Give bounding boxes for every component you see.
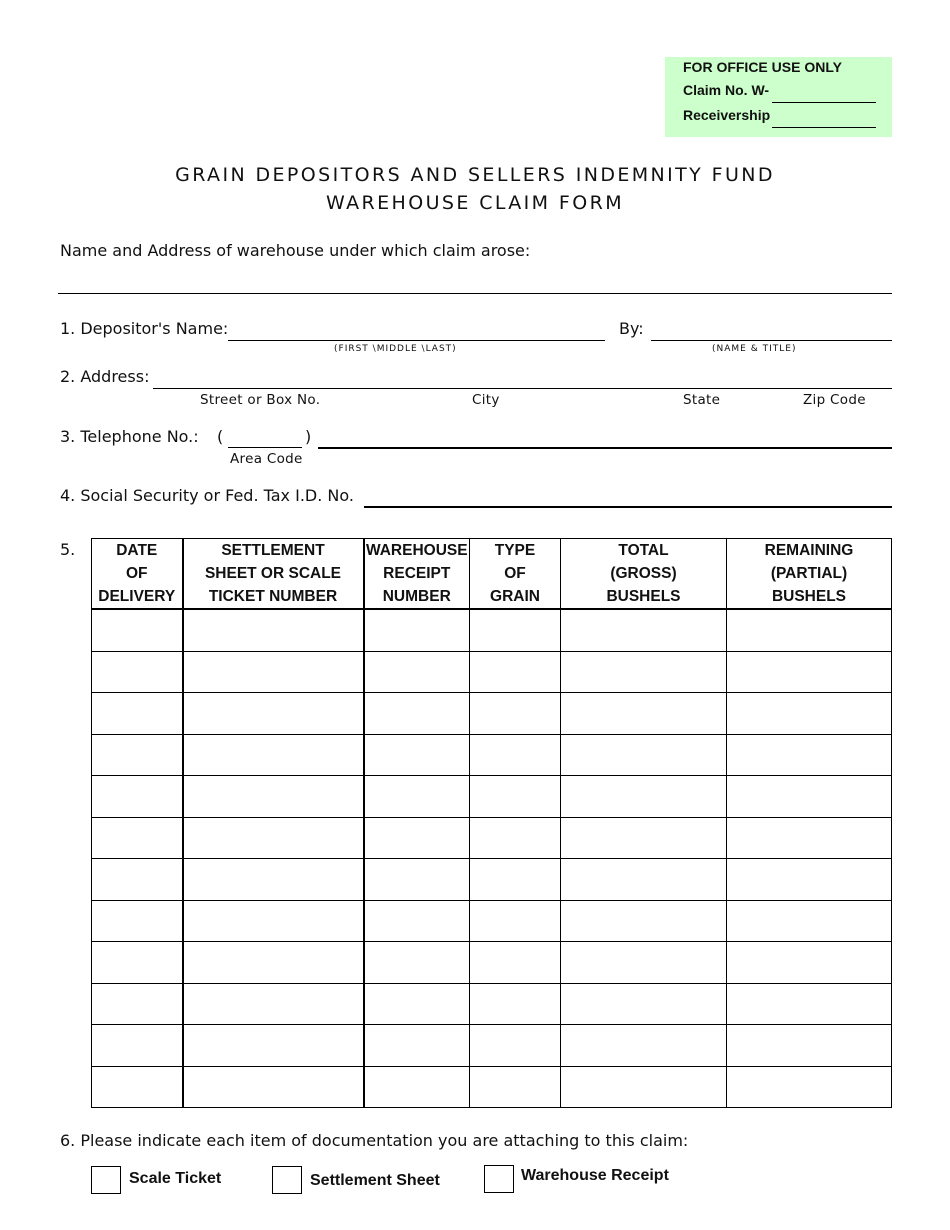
col-header-remaining: REMAINING (PARTIAL) BUSHELS xyxy=(727,539,892,610)
table-cell[interactable] xyxy=(364,734,470,776)
form-subtitle: WAREHOUSE CLAIM FORM xyxy=(325,192,624,214)
address-field[interactable] xyxy=(153,388,892,389)
table-cell[interactable] xyxy=(92,817,183,859)
table-row xyxy=(92,859,892,901)
table-cell[interactable] xyxy=(92,900,183,942)
table-cell[interactable] xyxy=(183,1066,364,1108)
table-cell[interactable] xyxy=(92,776,183,818)
table-cell[interactable] xyxy=(364,942,470,984)
table-cell[interactable] xyxy=(183,942,364,984)
table-row xyxy=(92,609,892,651)
table-cell[interactable] xyxy=(92,983,183,1025)
claim-no-field[interactable] xyxy=(772,102,876,103)
table-cell[interactable] xyxy=(470,776,561,818)
table-cell[interactable] xyxy=(727,693,892,735)
table-cell[interactable] xyxy=(561,1025,727,1067)
table-cell[interactable] xyxy=(364,983,470,1025)
table-row xyxy=(92,900,892,942)
area-code-field[interactable] xyxy=(228,447,302,448)
table-cell[interactable] xyxy=(364,817,470,859)
zip-hint: Zip Code xyxy=(803,392,866,408)
claims-table-body xyxy=(92,609,892,1108)
table-cell[interactable] xyxy=(561,1066,727,1108)
table-cell[interactable] xyxy=(727,776,892,818)
table-cell[interactable] xyxy=(470,859,561,901)
paren-open: ( xyxy=(217,427,224,446)
address-label: 2. Address: xyxy=(60,367,150,386)
area-code-hint: Area Code xyxy=(230,451,303,467)
warehouse-field[interactable] xyxy=(58,293,892,294)
table-cell[interactable] xyxy=(727,734,892,776)
table-cell[interactable] xyxy=(727,859,892,901)
table-row xyxy=(92,817,892,859)
table-cell[interactable] xyxy=(561,776,727,818)
table-cell[interactable] xyxy=(727,983,892,1025)
table-cell[interactable] xyxy=(92,609,183,651)
receivership-field[interactable] xyxy=(772,127,876,128)
office-use-box xyxy=(665,57,892,137)
table-cell[interactable] xyxy=(470,693,561,735)
table-cell[interactable] xyxy=(183,1025,364,1067)
table-cell[interactable] xyxy=(364,1025,470,1067)
col-header-type: TYPE OF GRAIN xyxy=(470,539,561,610)
table-cell[interactable] xyxy=(561,942,727,984)
table-cell[interactable] xyxy=(727,1025,892,1067)
table-row xyxy=(92,734,892,776)
claims-table xyxy=(91,538,892,1108)
table-cell[interactable] xyxy=(561,651,727,693)
documentation-prompt: 6. Please indicate each item of documentation you are attaching to this claim: xyxy=(60,1131,689,1150)
table-cell[interactable] xyxy=(183,859,364,901)
table-row xyxy=(92,983,892,1025)
table-cell[interactable] xyxy=(183,776,364,818)
warehouse-label: Name and Address of warehouse under which claim arose: xyxy=(60,241,531,260)
depositor-label: 1. Depositor's Name: xyxy=(60,319,229,338)
table-cell[interactable] xyxy=(470,983,561,1025)
settlement-sheet-label: Settlement Sheet xyxy=(310,1172,440,1189)
receivership-label: Receivership xyxy=(683,107,771,123)
table-row xyxy=(92,1066,892,1108)
table-cell[interactable] xyxy=(92,734,183,776)
telephone-label: 3. Telephone No.: xyxy=(60,427,199,446)
table-cell[interactable] xyxy=(183,693,364,735)
table-row xyxy=(92,693,892,735)
table-cell[interactable] xyxy=(364,776,470,818)
state-hint: State xyxy=(683,392,721,408)
table-cell[interactable] xyxy=(92,693,183,735)
by-hint: (NAME & TITLE) xyxy=(712,344,797,354)
table-cell[interactable] xyxy=(561,693,727,735)
table-cell[interactable] xyxy=(470,1025,561,1067)
table-cell[interactable] xyxy=(364,693,470,735)
table-cell[interactable] xyxy=(364,859,470,901)
table-cell[interactable] xyxy=(561,983,727,1025)
table-cell[interactable] xyxy=(364,900,470,942)
table-cell[interactable] xyxy=(364,609,470,651)
table-number: 5. xyxy=(60,540,76,559)
table-cell[interactable] xyxy=(727,900,892,942)
table-cell[interactable] xyxy=(470,734,561,776)
table-cell[interactable] xyxy=(92,859,183,901)
street-hint: Street or Box No. xyxy=(200,392,321,408)
table-row xyxy=(92,776,892,818)
table-cell[interactable] xyxy=(92,1066,183,1108)
table-cell[interactable] xyxy=(561,900,727,942)
table-cell[interactable] xyxy=(92,942,183,984)
table-cell[interactable] xyxy=(470,651,561,693)
scale-ticket-checkbox[interactable] xyxy=(91,1166,121,1194)
table-cell[interactable] xyxy=(183,900,364,942)
col-header-warehouse-receipt: WAREHOUSE RECEIPT NUMBER xyxy=(364,539,470,610)
by-field[interactable] xyxy=(651,340,892,341)
col-header-total: TOTAL (GROSS) BUSHELS xyxy=(561,539,727,610)
warehouse-receipt-label: Warehouse Receipt xyxy=(521,1167,669,1184)
table-cell[interactable] xyxy=(92,651,183,693)
table-cell[interactable] xyxy=(470,942,561,984)
table-header-row xyxy=(92,539,892,610)
scale-ticket-label: Scale Ticket xyxy=(129,1170,222,1187)
ssn-field[interactable] xyxy=(364,506,892,508)
table-cell[interactable] xyxy=(727,817,892,859)
table-cell[interactable] xyxy=(92,1025,183,1067)
claim-no-label: Claim No. W- xyxy=(683,82,770,98)
table-cell[interactable] xyxy=(561,859,727,901)
table-cell[interactable] xyxy=(561,817,727,859)
table-row xyxy=(92,1025,892,1067)
table-cell[interactable] xyxy=(727,609,892,651)
col-header-date: DATE OF DELIVERY xyxy=(92,539,183,610)
by-label: By: xyxy=(619,319,644,338)
paren-close: ) xyxy=(305,427,312,446)
form-title: GRAIN DEPOSITORS AND SELLERS INDEMNITY FUND xyxy=(175,164,775,186)
col-header-settlement: SETTLEMENT SHEET OR SCALE TICKET NUMBER xyxy=(183,539,364,610)
table-cell[interactable] xyxy=(470,1066,561,1108)
table-cell[interactable] xyxy=(364,1066,470,1108)
table-cell[interactable] xyxy=(727,651,892,693)
table-cell[interactable] xyxy=(364,651,470,693)
warehouse-receipt-checkbox[interactable] xyxy=(484,1165,514,1193)
table-cell[interactable] xyxy=(561,609,727,651)
ssn-label: 4. Social Security or Fed. Tax I.D. No. xyxy=(60,486,354,505)
table-cell[interactable] xyxy=(183,609,364,651)
table-cell[interactable] xyxy=(561,734,727,776)
table-cell[interactable] xyxy=(470,609,561,651)
city-hint: City xyxy=(472,392,500,408)
settlement-sheet-checkbox[interactable] xyxy=(272,1166,302,1194)
table-cell[interactable] xyxy=(727,1066,892,1108)
table-row xyxy=(92,651,892,693)
table-row xyxy=(92,942,892,984)
table-cell[interactable] xyxy=(183,983,364,1025)
table-cell[interactable] xyxy=(183,651,364,693)
table-cell[interactable] xyxy=(470,817,561,859)
table-cell[interactable] xyxy=(183,734,364,776)
telephone-field[interactable] xyxy=(318,447,892,449)
office-use-heading: FOR OFFICE USE ONLY xyxy=(683,59,842,75)
depositor-hint: (FIRST \MIDDLE \LAST) xyxy=(334,344,457,354)
depositor-name-field[interactable] xyxy=(228,340,605,341)
table-cell[interactable] xyxy=(470,900,561,942)
table-cell[interactable] xyxy=(183,817,364,859)
table-cell[interactable] xyxy=(727,942,892,984)
